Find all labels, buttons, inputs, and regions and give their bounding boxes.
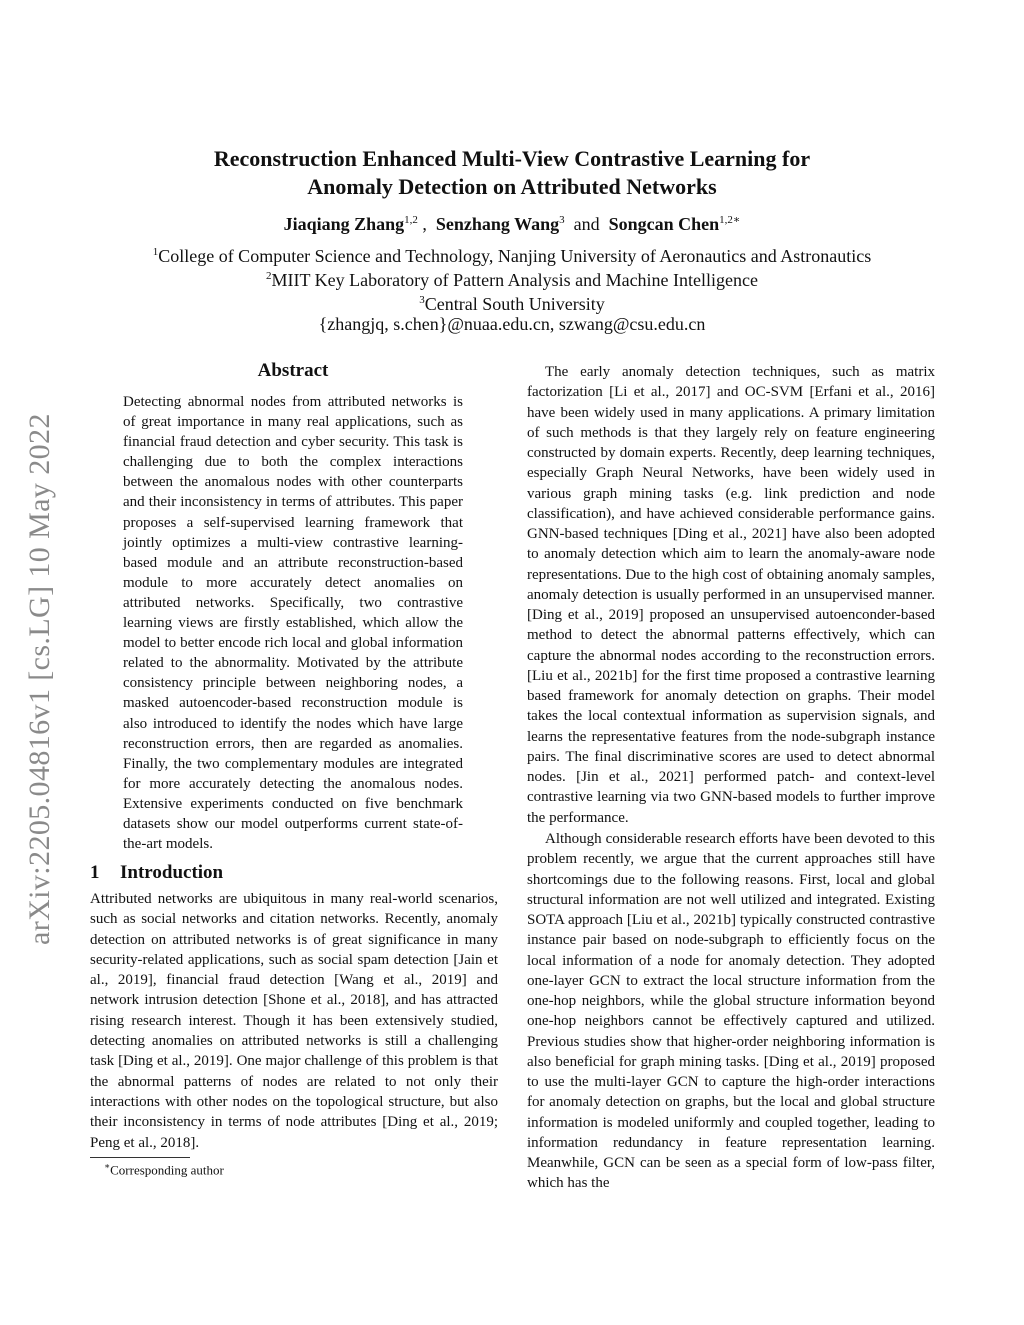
title-line-1: Reconstruction Enhanced Multi-View Contrastive Learning for [213,146,811,171]
footnote-rule [90,1157,190,1158]
footnote-mark: ∗ [104,1161,111,1171]
affil-text: Central South University [424,294,605,314]
footnote [104,1161,224,1178]
right-column-paragraph-2: Although considerable research efforts have been devoted to this problem recently, we argue that the current approaches still have shortcomings due to the following reasons. First, local and global structural information are not well utilized and integrated. Existing SOTA approach [Liu et al., 2021b] typically constructed contrastive instance pair based on node-subgraph to efficiently focus on the local information of a node for anomaly detection. They adopted one-layer GCN to extract the local structure information from the one-hop neighbors, while the global structure information beyond one-hop neighbors cannot be effectively captured and utilized. Previous studies show that higher-order neighboring information is also beneficial for graph mining tasks. [Ding et al., 2019] proposed to use the multi-layer GCN to capture the high-order interactions for anomaly detection on graphs, but the local and global structure information is modeled uniformly and coupled together, leading to information redundancy in feature representation learning. Meanwhile, GCN can be seen as a special form of low-pass filter, which has the [527,831,935,1192]
title-line-2: Anomaly Detection on Attributed Networks [307,174,717,199]
affil-mark: 3 [419,294,425,306]
paper-title [100,145,924,201]
author-list [100,213,924,235]
author-affil-mark: 1,2 [404,214,418,226]
right-column-paragraph-1: The early anomaly detection techniques, such as matrix factorization [Li et al., 2017] and OC-SVM [Erfani et al., 2016] have been widely used in many applications. A primary limitation of such methods is that they largely rely on feature engineering constructed by domain experts. Recently, deep learning techniques, especially Graph Neural Networks, have been widely used in various graph mining tasks (e.g. link prediction and node classification), and have achieved considerable performance gains. GNN-based techniques [Ding et al., 2021] have also been adopted to anomaly detection which aim to learn the anomaly-aware node representations. Due to the high cost of obtaining anomaly samples, anomaly detection is usually performed in an unsupervised manner. [Ding et al., 2019] proposed an unsupervised autoenconder-based method to detect the abnormal patterns effectively, which can capture the abnormal nodes according to the reconstruction errors. [Liu et al., 2021b] for the first time proposed a contrastive learning based framework for anomaly detection on graphs. Their model takes the local contextual information as supervision signals, and learns the representative features from the node-subgraph instance pairs. The final discriminative scores are used to detect abnormal nodes. [Jin et al., 2021] performed patch- and context-level contrastive learning via two GNN-based models to further improve the performance. [527,364,935,826]
author-emails: {zhangjq, s.chen}@nuaa.edu.cn, szwang@csu.edu.cn [318,314,706,334]
affil-mark: 1 [152,246,159,258]
abstract-body: Detecting abnormal nodes from attributed networks is of great importance in many real applications, such as financial fraud detection and cyber security. This task is challenging due to both the complex interactions between the anomalous nodes with other counterparts and their inconsistency in terms of attributes. This paper proposes a self-supervised learning framework that jointly optimizes a multi-view contrastive learning-based module and an attribute reconstruction-based module to more accurately detect anomalies on attributed networks. Specifically, two contrastive learning views are firstly established, which allow the model to better encode rich local and global information related to the abnormality. Motivated by the attribute consistency principle between neighboring nodes, a masked autoencoder-based reconstruction module is also introduced to identify the nodes which have large reconstruction errors, then are regarded as anomalies. Finally, the two complementary modules are integrated for more accurately detecting the anomalous nodes. Extensive experiments conducted on five benchmark datasets show our model outperforms current state-of-the-art models. [123,394,463,853]
author-separator: , [422,214,427,234]
introduction-body: Attributed networks are ubiquitous in many real-world scenarios, such as social networks and citation networks. Recently, anomaly detection on attributed networks is of great significance in many security-related applications, such as social spam detection [Jain et al., 2019], financial fraud detection [Wang et al., 2019] and network intrusion detection [Shone et al., 2018], and has attracted rising research interest. Though it has been extensively studied, detecting anomalies on attributed networks is still a challenging task [Ding et al., 2019]. One major challenge of this problem is that the abnormal patterns of nodes are related to not only their interactions with other nodes on the topological structure, but also their inconsistency in terms of node attributes [Ding et al., 2019; Peng et al., 2018]. [90,891,498,1151]
section-title: Introduction [120,862,224,883]
author-affil-mark: 1,2∗ [719,214,741,226]
affil-mark: 2 [265,270,272,282]
section-number: 1 [90,862,100,883]
section-heading-introduction [90,862,223,884]
affil-text: College of Computer Science and Technology, Nanjing University of Aeronautics and Astronautics [158,246,872,266]
author-name: Jiaqiang Zhang [283,214,405,234]
affil-text: MIIT Key Laboratory of Pattern Analysis and Machine Intelligence [271,270,759,290]
author-and: and [573,214,600,234]
footnote-text: Corresponding author [110,1162,224,1178]
arxiv-watermark: arXiv:2205.04816v1 [cs.LG] 10 May 2022 [23,413,56,945]
author-affil-mark: 3 [559,214,565,226]
author-name: Senzhang Wang [435,214,560,234]
author-name: Songcan Chen [608,214,720,234]
abstract-heading: Abstract [257,360,329,381]
